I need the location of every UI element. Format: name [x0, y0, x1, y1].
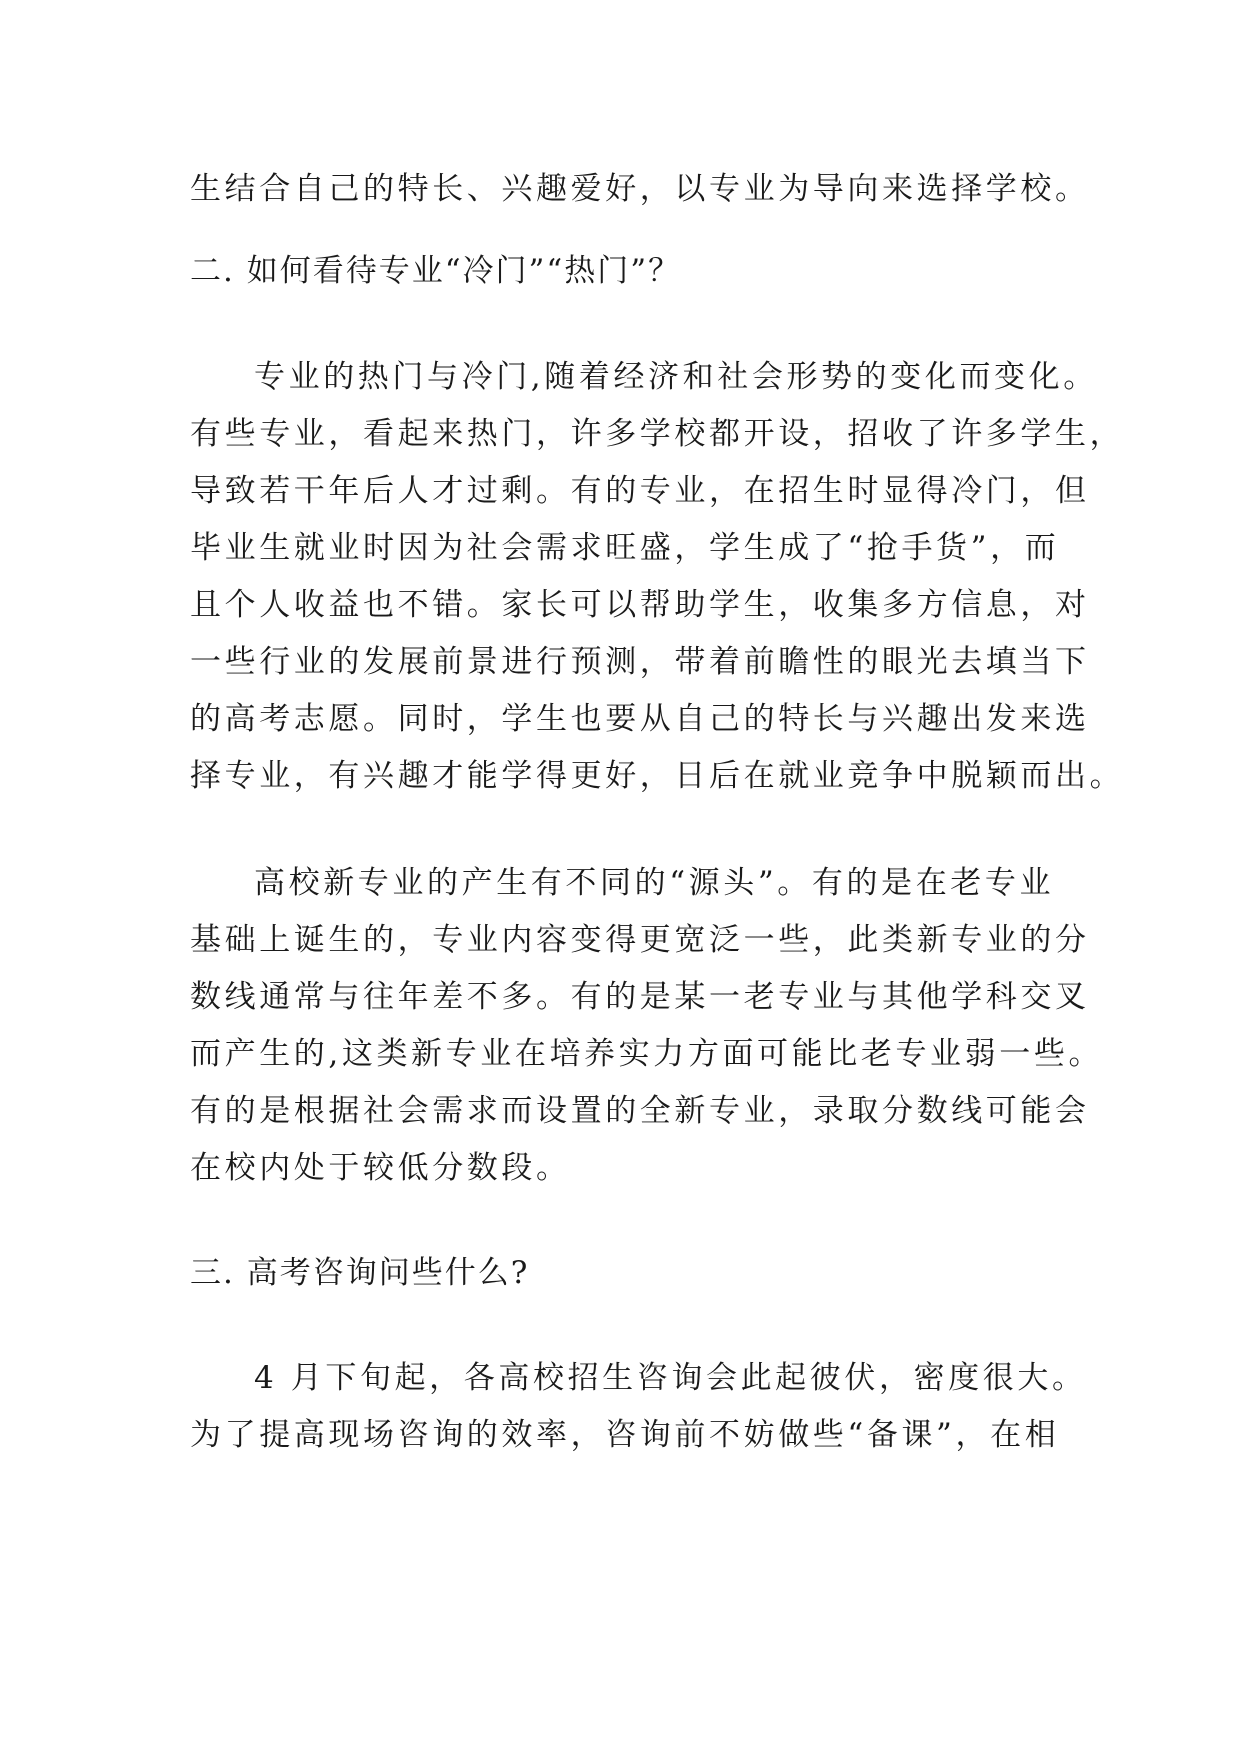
section-2-paragraph-2-line-5: 有的是根据社会需求而设置的全新专业，录取分数线可能会 — [190, 1093, 1090, 1129]
section-2-paragraph-1-line-4: 毕业生就业时因为社会需求旺盛，学生成了“抢手货”，而 — [190, 530, 1060, 566]
section-2-paragraph-1-line-6: 一些行业的发展前景进行预测，带着前瞻性的眼光去填当下 — [190, 644, 1090, 680]
section-3-paragraph-1-line-2: 为了提高现场咨询的效率，咨询前不妨做些“备课”，在相 — [190, 1417, 1060, 1453]
section-2-paragraph-1-line-3: 导致若干年后人才过剩。有的专业，在招生时显得冷门，但 — [190, 473, 1090, 509]
section-2-paragraph-2-line-3: 数线通常与往年差不多。有的是某一老专业与其他学科交叉 — [190, 979, 1090, 1015]
section-2-paragraph-2-line-6: 在校内处于较低分数段。 — [190, 1150, 571, 1186]
section-2-paragraph-1-line-2: 有些专业，看起来热门，许多学校都开设，招收了许多学生， — [190, 416, 1125, 452]
section-3-paragraph-1-line-1: 4 月下旬起，各高校招生咨询会此起彼伏，密度很大。 — [254, 1360, 1087, 1396]
section-2-paragraph-2-line-1: 高校新专业的产生有不同的“源头”。有的是在老专业 — [254, 865, 1055, 901]
section-2-paragraph-1-line-5: 且个人收益也不错。家长可以帮助学生，收集多方信息，对 — [190, 587, 1090, 623]
section-2-paragraph-2-line-4: 而产生的,这类新专业在培养实力方面可能比老专业弱一些。 — [190, 1036, 1104, 1072]
section-2-paragraph-1-line-1: 专业的热门与冷门,随着经济和社会形势的变化而变化。 — [254, 359, 1098, 395]
section-2-paragraph-1-line-8: 择专业，有兴趣才能学得更好，日后在就业竞争中脱颖而出。 — [190, 758, 1125, 794]
section-2-heading: 二. 如何看待专业“冷门”“热门”？ — [190, 253, 682, 289]
intro-tail-line: 生结合自己的特长、兴趣爱好，以专业为导向来选择学校。 — [190, 171, 1090, 207]
section-2-paragraph-2-line-2: 基础上诞生的，专业内容变得更宽泛一些，此类新专业的分 — [190, 922, 1090, 958]
section-2-paragraph-1-line-7: 的高考志愿。同时，学生也要从自己的特长与兴趣出发来选 — [190, 701, 1090, 737]
section-3-heading: 三. 高考咨询问些什么? — [190, 1255, 530, 1291]
